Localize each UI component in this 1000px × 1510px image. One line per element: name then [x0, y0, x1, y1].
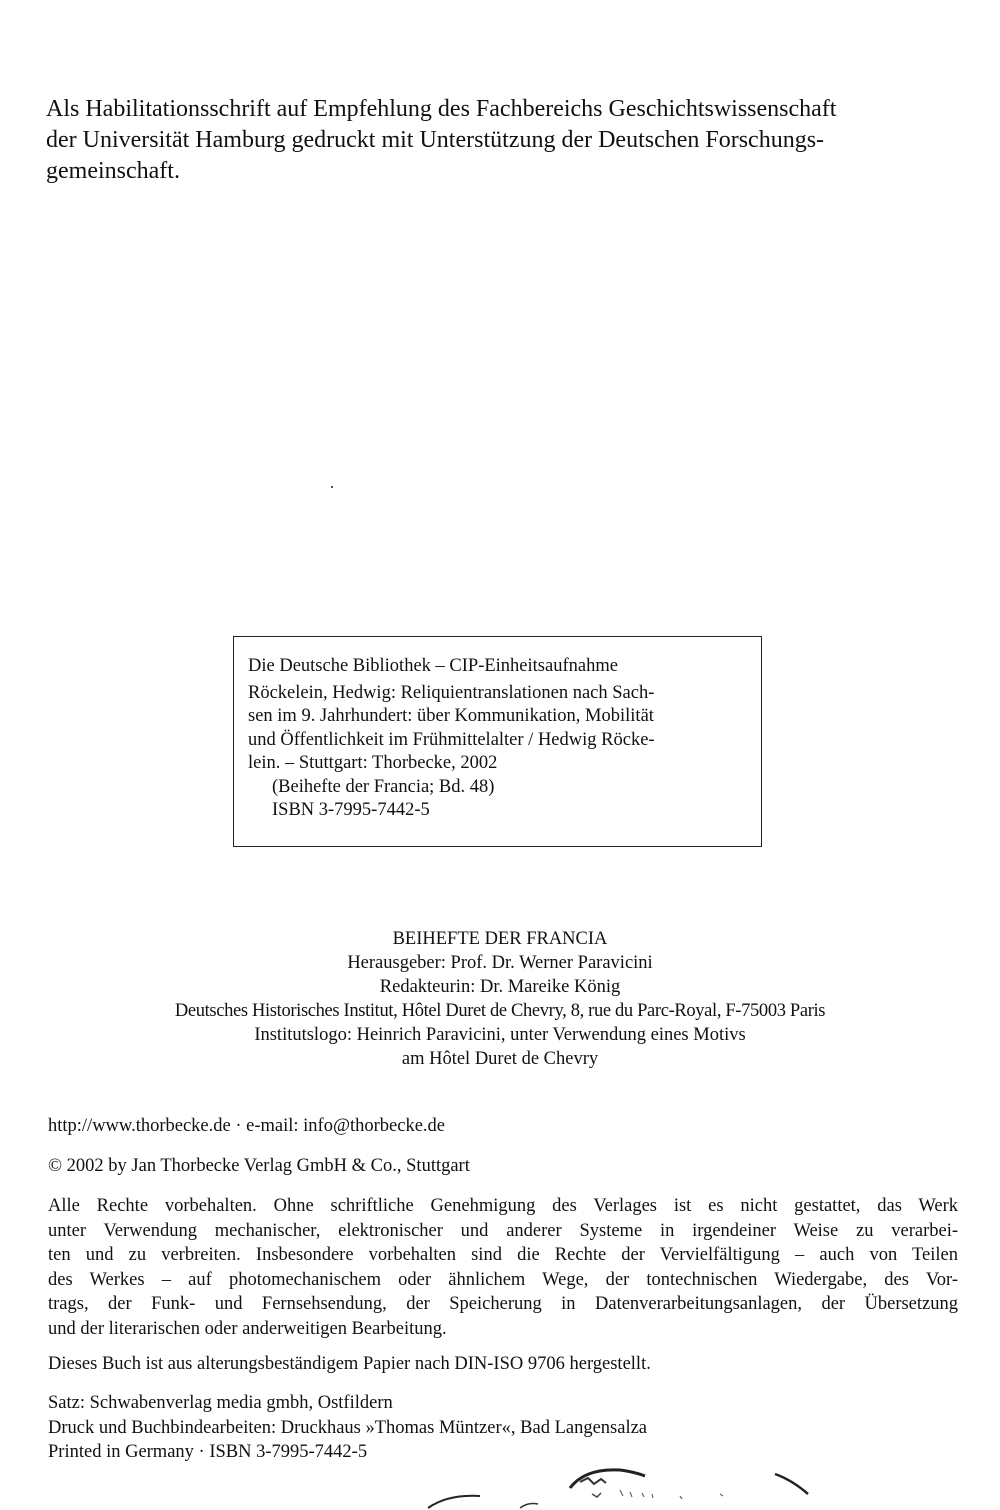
paper-note-line: Dieses Buch ist aus alterungsbeständigem Papier nach DIN-ISO 9706 hergestellt.	[48, 1354, 651, 1374]
cip-series: (Beihefte der Francia; Bd. 48)	[272, 776, 495, 797]
cip-heading: Die Deutsche Bibliothek – CIP-Einheitsaufnahme	[248, 656, 618, 676]
series-address: Deutsches Historisches Institut, Hôtel Duret de Chevry, 8, rue du Parc-Royal, F-75003 Paris	[174, 1001, 826, 1021]
cip-line-3: und Öffentlichkeit im Frühmittelalter / Hedwig Röcke-	[248, 729, 655, 750]
copyright	[48, 1154, 958, 1179]
web-line: http://www.thorbecke.de · e-mail: info@thorbecke.de	[48, 1116, 446, 1136]
print-speck	[331, 486, 333, 488]
printing-line: Druck und Buchbindearbeiten: Druckhaus »Thomas Müntzer«, Bad Langensalza	[48, 1417, 648, 1438]
cip-line-1: Röckelein, Hedwig: Reliquientranslationen nach Sach-	[248, 682, 655, 703]
rights-line-3: ten und zu verbreiten. Insbesondere vorbehalten sind die Rechte der Vervielfältigung – auch von Teilen	[48, 1245, 958, 1265]
rights-line-1: Alle Rechte vorbehalten. Ohne schriftliche Genehmigung des Verlages ist es nicht gestattet, das Werk	[48, 1196, 958, 1216]
habilitation-line-3: gemeinschaft.	[46, 158, 180, 184]
cip-line-4: lein. – Stuttgart: Thorbecke, 2002	[248, 753, 498, 773]
web-contact	[48, 1114, 958, 1139]
series-logo-line-2: am Hôtel Duret de Chevry	[401, 1049, 599, 1069]
cip-line-2: sen im 9. Jahrhundert: über Kommunikation, Mobilität	[248, 706, 654, 726]
series-logo-line-1: Institutslogo: Heinrich Paravicini, unter Verwendung eines Motivs	[254, 1025, 746, 1045]
rights-notice	[48, 1194, 958, 1341]
habilitation-line-1: Als Habilitationsschrift auf Empfehlung des Fachbereichs Geschichtswissenschaft	[46, 96, 837, 122]
rights-line-4: des Werkes – auf photomechanischem oder ähnlichem Wege, der tontechnischen Wiedergabe, des Vor-	[48, 1269, 958, 1290]
habilitation-line-2: der Universität Hamburg gedruckt mit Unterstützung der Deutschen Forschungs-	[46, 127, 825, 153]
stamp-smudge-mark	[420, 1460, 820, 1510]
paper-note	[48, 1352, 958, 1377]
series-info	[0, 927, 1000, 1071]
cip-isbn: ISBN 3-7995-7442-5	[272, 800, 430, 820]
production-info	[48, 1391, 958, 1465]
series-title: BEIHEFTE DER FRANCIA	[392, 929, 608, 949]
rights-line-2: unter Verwendung mechanischer, elektronischer und anderer Systeme in irgendeiner Weise zu verarbei-	[48, 1220, 958, 1241]
printed-in-line: Printed in Germany · ISBN 3-7995-7442-5	[48, 1442, 368, 1462]
cip-record-box	[233, 636, 762, 847]
rights-line-5: trags, der Funk- und Fernsehsendung, der Speicherung in Datenverarbeitungsanlagen, der Übersetzung	[48, 1294, 958, 1314]
habilitation-note	[46, 94, 958, 187]
copyright-line: © 2002 by Jan Thorbecke Verlag GmbH & Co., Stuttgart	[48, 1156, 470, 1176]
typesetting-line: Satz: Schwabenverlag media gmbh, Ostfildern	[48, 1393, 393, 1413]
series-editor: Herausgeber: Prof. Dr. Werner Paravicini	[347, 953, 653, 973]
rights-line-6: und der literarischen oder anderweitigen Bearbeitung.	[48, 1318, 447, 1339]
series-redaction: Redakteurin: Dr. Mareike König	[379, 977, 621, 997]
